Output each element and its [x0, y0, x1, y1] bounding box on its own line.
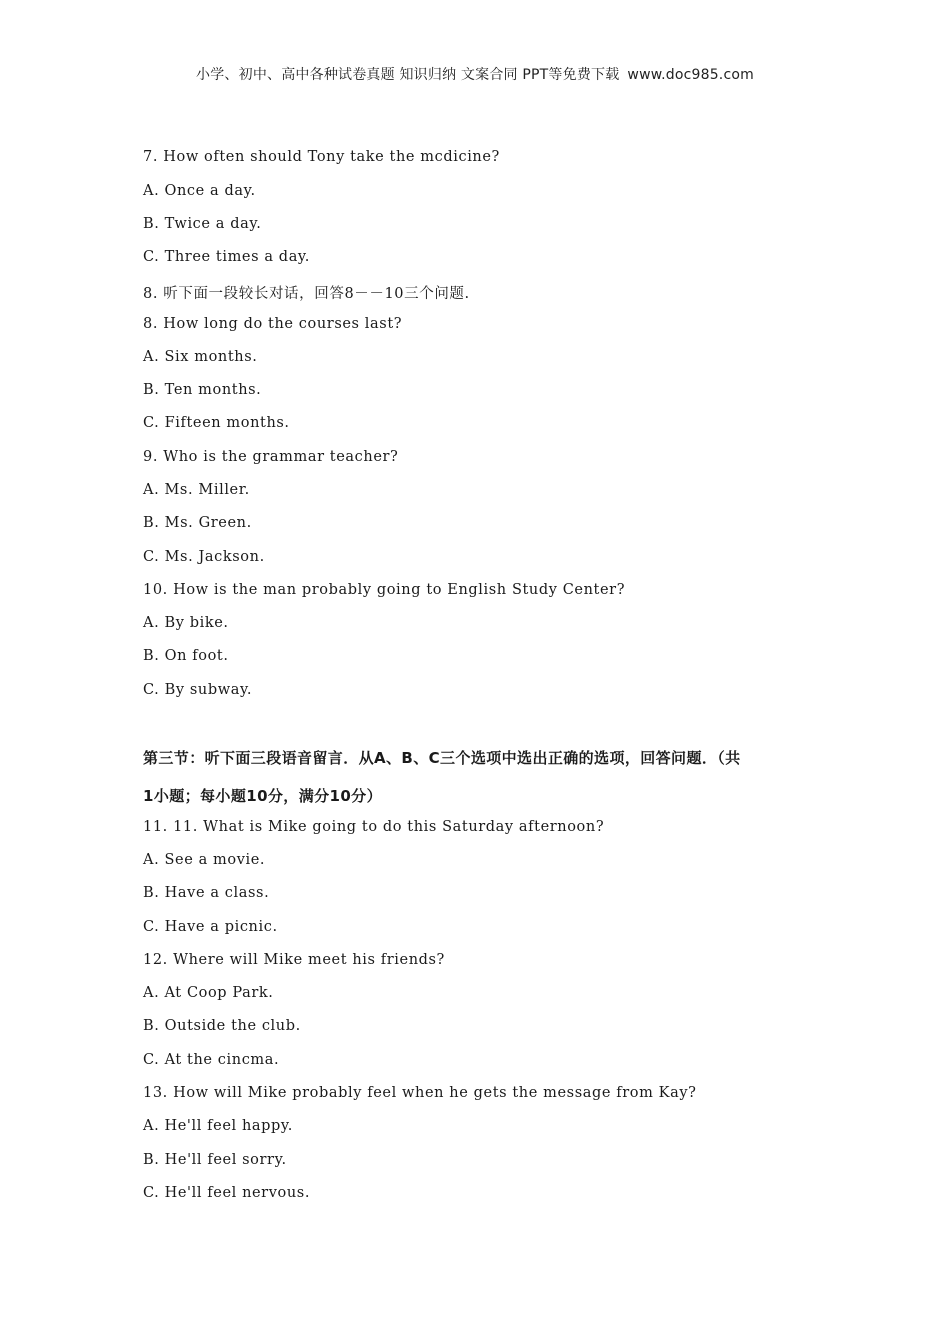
instruction-8-10: 8. 听下面一段较长对话，回答8－－10三个问题. — [143, 286, 470, 302]
page-header — [0, 64, 950, 84]
option-7b: B. Twice a day. — [143, 216, 262, 232]
question-12: 12. Where will Mike meet his friends? — [143, 952, 445, 968]
question-9: 9. Who is the grammar teacher? — [143, 449, 399, 465]
header-site: www.doc985.com — [627, 67, 754, 83]
option-13a: A. He'll feel happy. — [143, 1118, 293, 1134]
option-8a: A. Six months. — [143, 349, 258, 365]
option-7a: A. Once a day. — [143, 183, 256, 199]
option-13b: B. He'll feel sorry. — [143, 1152, 287, 1168]
option-10c: C. By subway. — [143, 682, 253, 698]
option-9b: B. Ms. Green. — [143, 515, 252, 531]
header-text: 小学、初中、高中各种试卷真题 知识归纳 文案合同 PPT等免费下载 — [196, 67, 620, 83]
option-8b: B. Ten months. — [143, 382, 262, 398]
section-3-heading-cont: 1小题；每小题10分，满分10分） — [143, 787, 382, 805]
question-8: 8. How long do the courses last? — [143, 316, 403, 332]
option-11a: A. See a movie. — [143, 852, 266, 868]
question-7: 7. How often should Tony take the mcdicine? — [143, 149, 500, 165]
option-11b: B. Have a class. — [143, 885, 270, 901]
option-11c: C. Have a picnic. — [143, 919, 278, 935]
option-12b: B. Outside the club. — [143, 1018, 301, 1034]
question-13: 13. How will Mike probably feel when he gets the message from Kay? — [143, 1085, 697, 1101]
option-7c: C. Three times a day. — [143, 249, 311, 265]
question-10: 10. How is the man probably going to English Study Center? — [143, 582, 626, 598]
option-8c: C. Fifteen months. — [143, 415, 290, 431]
option-9a: A. Ms. Miller. — [143, 482, 250, 498]
option-10a: A. By bike. — [143, 615, 229, 631]
option-10b: B. On foot. — [143, 648, 229, 664]
option-12a: A. At Coop Park. — [143, 985, 274, 1001]
question-11: 11. 11. What is Mike going to do this Saturday afternoon? — [143, 819, 605, 835]
section-3-heading: 第三节：听下面三段语音留言．从A、B、C三个选项中选出正确的选项，回答问题．（共 — [143, 749, 741, 767]
option-12c: C. At the cincma. — [143, 1052, 280, 1068]
option-13c: C. He'll feel nervous. — [143, 1185, 311, 1201]
option-9c: C. Ms. Jackson. — [143, 549, 265, 565]
